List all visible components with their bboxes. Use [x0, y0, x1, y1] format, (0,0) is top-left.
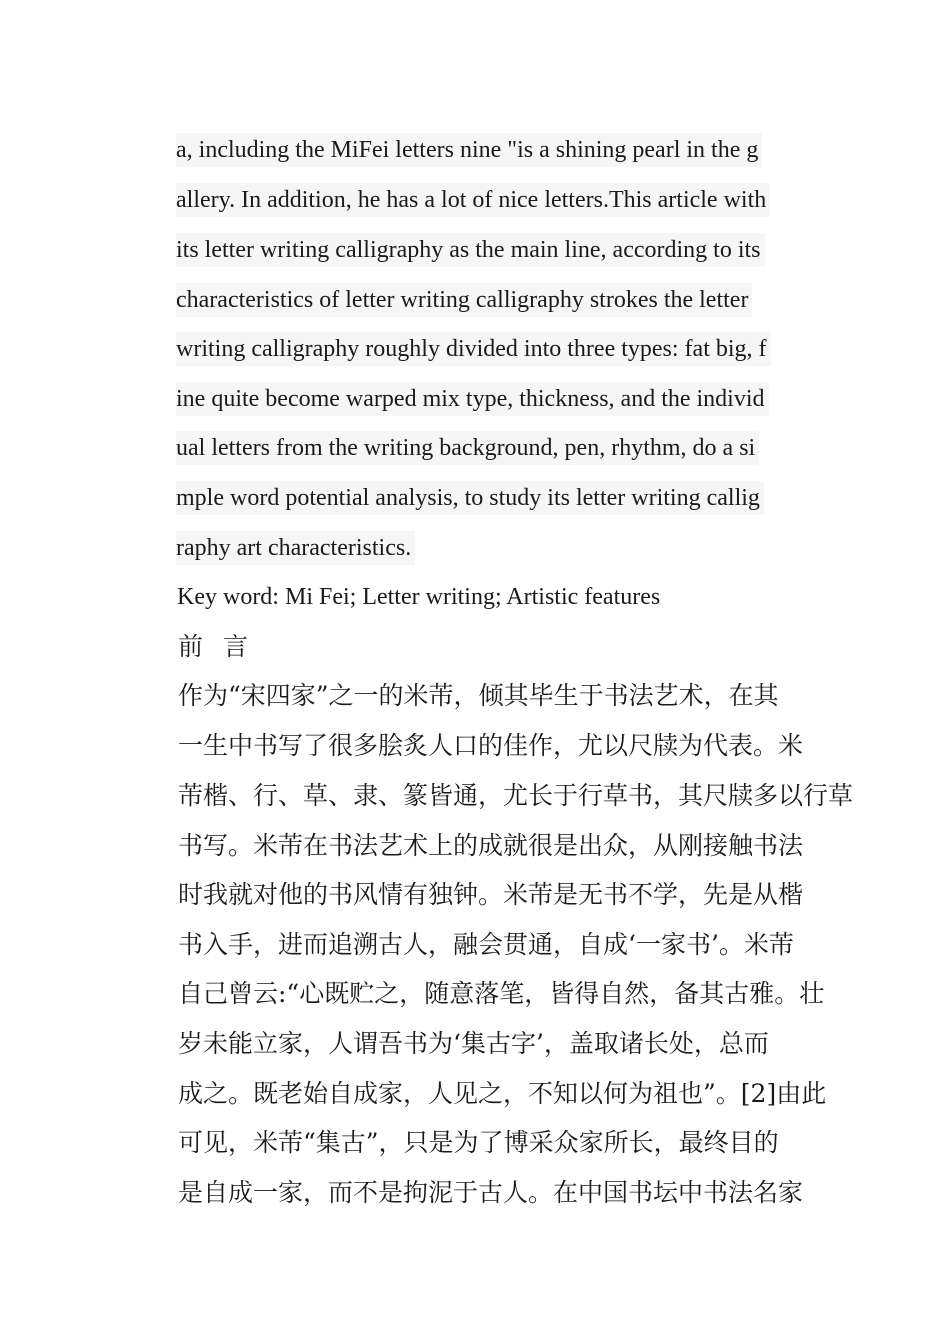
body-line: 芾楷、行、草、隶、篆皆通，尤长于行草书，其尺牍多以行草 [178, 781, 854, 810]
preface-heading: 前 言 [178, 632, 254, 661]
abstract-line: writing calligraphy roughly divided into three types: fat big, f [176, 332, 771, 366]
body-line: 是自成一家，而不是拘泥于古人。在中国书坛中书法名家 [178, 1178, 804, 1207]
body-line: 成之。既老始自成家，人见之，不知以何为祖也”。[2]由此 [178, 1079, 827, 1108]
body-line: 自己曾云:“心既贮之，随意落笔，皆得自然，备其古雅。壮 [178, 979, 825, 1008]
abstract-line: allery. In addition, he has a lot of nice letters.This article with [176, 183, 770, 217]
body-line: 作为“宋四家”之一的米芾，倾其毕生于书法艺术，在其 [178, 681, 779, 710]
abstract-line: raphy art characteristics. [176, 531, 415, 565]
keywords-line: Key word: Mi Fei; Letter writing; Artistic features [177, 584, 661, 610]
body-line: 可见，米芾“集古”，只是为了博采众家所长，最终目的 [178, 1128, 779, 1157]
body-line: 书写。米芾在书法艺术上的成就很是出众，从刚接触书法 [178, 831, 804, 860]
abstract-line: mple word potential analysis, to study its letter writing callig [176, 481, 764, 515]
body-line: 时我就对他的书风情有独钟。米芾是无书不学，先是从楷 [178, 880, 804, 909]
abstract-line: ine quite become warped mix type, thickness, and the individ [176, 382, 769, 416]
abstract-line: a, including the MiFei letters nine "is a shining pearl in the g [176, 133, 762, 167]
abstract-line: its letter writing calligraphy as the main line, according to its [176, 233, 765, 267]
body-line: 一生中书写了很多脍炙人口的佳作，尤以尺牍为代表。米 [178, 731, 804, 760]
abstract-line: ual letters from the writing background, pen, rhythm, do a si [176, 431, 759, 465]
abstract-line: characteristics of letter writing calligraphy strokes the letter [176, 283, 752, 317]
body-line: 书入手，进而追溯古人，融会贯通，自成‘一家书’。米芾 [178, 930, 794, 959]
body-line: 岁未能立家，人谓吾书为‘集古字’，盖取诸长处，总而 [178, 1029, 769, 1058]
